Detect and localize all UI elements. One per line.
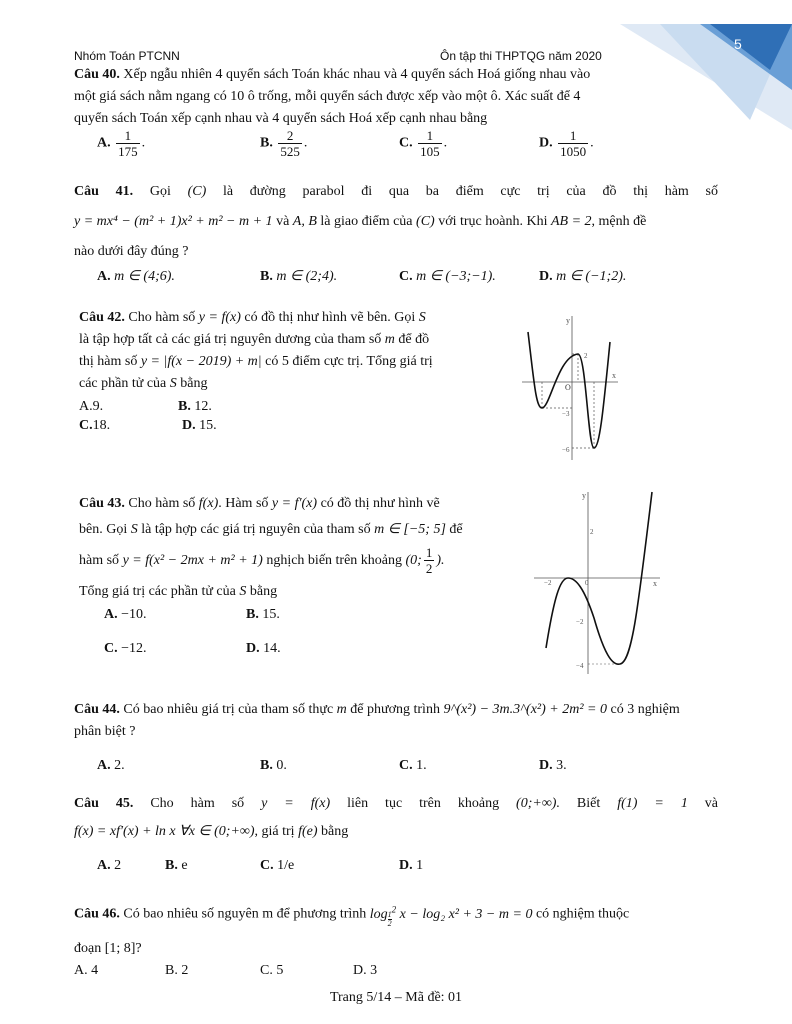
svg-text:O: O — [565, 383, 571, 392]
question-45: Câu 45. Cho hàm số y = f(x) liên tục trên khoảng (0;+∞). Biết f(1) = 1 và f(x) = xf′(x) + ln x ∀x ∈ (0;+∞), giá trị f(e) bằng — [74, 796, 719, 839]
svg-text:−2: −2 — [544, 579, 552, 587]
answer-40a: A. $\frac{1}{175}$ . — [97, 128, 146, 159]
svg-text:y: y — [566, 316, 570, 325]
question-44: Câu 44. Có bao nhiêu giá trị của tham số thực m để phương trình 9^(x²) − 3m.3^(x²) + 2m² = 0 có 3 nghiệm phân biệt ? — [74, 702, 680, 739]
answer-41a: A. m ∈ (4;6). — [97, 269, 175, 284]
svg-text:−4: −4 — [576, 662, 584, 670]
answer-43d: D. 14. — [246, 641, 281, 656]
answer-40d: D. $\frac{1}{1050}$ . — [539, 128, 594, 159]
answer-46a: A. 4 — [74, 963, 99, 978]
header-left: Nhóm Toán PTCNN — [74, 49, 180, 63]
answer-44c: C. 1. — [399, 758, 427, 773]
question-43: Câu 43. Cho hàm số f(x). Hàm số y = f′(x) có đồ thị như hình vẽ bên. Gọi S là tập hợp các giá trị nguyên của tham số m ∈ [−5; 5] để hàm số y = f(x² − 2mx + m² + 1) nghịch biến trên khoảng (0; $\frac{1}{2}$ ). Tổng giá trị các phần tử của S bằng — [79, 496, 463, 599]
page-number: 5 — [734, 36, 742, 52]
answer-45c: C. 1/e — [260, 858, 295, 873]
answer-45a: A. 2 — [97, 858, 122, 873]
svg-text:−6: −6 — [562, 446, 570, 454]
svg-text:−3: −3 — [562, 410, 570, 418]
svg-text:y: y — [582, 491, 586, 500]
svg-text:−2: −2 — [576, 618, 584, 626]
question-46: Câu 46. Có bao nhiêu số nguyên m để phương trình log $\frac{1}{2}$ $^2$ x − log₂ x² + 3 − m = 0 có nghiệm thuộc đoạn [1; 8]? — [74, 904, 630, 956]
answer-44b: B. 0. — [260, 758, 287, 773]
question-41: Câu 41. Gọi (C) là đường parabol đi qua ba điểm cực trị của đồ thị hàm số y = mx⁴ − (m² + 1)x² + m² − m + 1 và A, B là giao điểm của (C) với trục hoành. Khi AB = 2, mệnh đề nào dưới đây đúng ? — [74, 184, 718, 259]
answer-42d: D. 15. — [182, 418, 217, 433]
question-40: Câu 40. Xếp ngẫu nhiên 4 quyển sách Toán khác nhau và 4 quyển sách Hoá giống nhau vào một giá sách nằm ngang có 10 ô trống, mỗi quyển sách được xếp vào một ô. Xác suất để 4 quyển sách Toán xếp cạnh nhau và 4 quyển sách Hoá xếp cạnh nhau bằng — [74, 67, 591, 126]
answer-46c: C. 5 — [260, 963, 284, 978]
svg-text:0: 0 — [585, 579, 589, 587]
svg-text:2: 2 — [590, 528, 594, 536]
header-right: Ôn tập thi THPTQG năm 2020 — [440, 49, 602, 63]
answer-40b: B. $\frac{2}{525}$ . — [260, 128, 308, 159]
answer-41b: B. m ∈ (2;4). — [260, 269, 338, 284]
answer-46d: D. 3 — [353, 963, 378, 978]
answer-42a: A.9. — [79, 399, 104, 414]
answer-43c: C. −12. — [104, 641, 147, 656]
answer-43b: B. 15. — [246, 607, 280, 622]
answer-41d: D. m ∈ (−1;2). — [539, 269, 627, 284]
svg-text:x: x — [612, 371, 616, 380]
graph-q42 — [520, 312, 620, 462]
page-footer: Trang 5/14 – Mã đề: 01 — [329, 990, 463, 1005]
graph-q43 — [532, 488, 662, 678]
question-label: Câu 40. — [74, 67, 120, 82]
svg-text:x: x — [653, 579, 657, 588]
answer-42b: B. 12. — [178, 399, 212, 414]
answer-40c: C. $\frac{1}{105}$ . — [399, 128, 448, 159]
answer-42c: C.18. — [79, 418, 111, 433]
answer-45d: D. 1 — [399, 858, 424, 873]
answer-44d: D. 3. — [539, 758, 567, 773]
question-42: Câu 42. Cho hàm số y = f(x) có đồ thị như hình vẽ bên. Gọi S là tập hợp tất cả các giá trị nguyên dương của tham số m để đồ thị hàm số y = |f(x − 2019) + m| có 5 điểm cực trị. Tổng giá trị các phần tử của S bằng — [79, 310, 433, 391]
answer-45b: B. e — [165, 858, 188, 873]
answer-43a: A. −10. — [104, 607, 147, 622]
answer-46b: B. 2 — [165, 963, 189, 978]
svg-text:2: 2 — [584, 352, 588, 360]
answer-41c: C. m ∈ (−3;−1). — [399, 269, 496, 284]
answer-44a: A. 2. — [97, 758, 125, 773]
